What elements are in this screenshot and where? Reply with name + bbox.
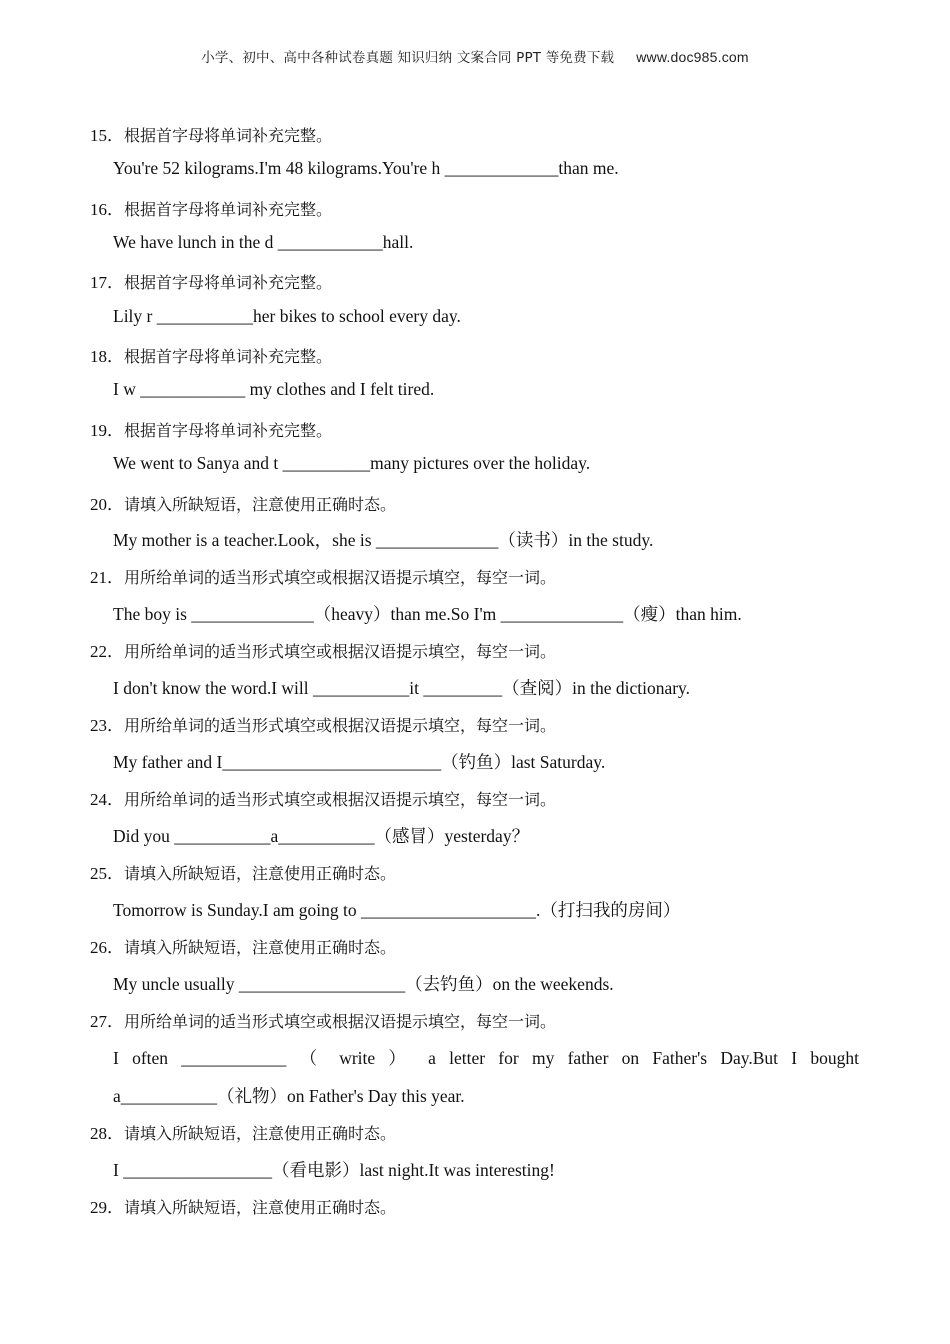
question-number: 20． — [90, 495, 124, 514]
question-21-title — [90, 563, 556, 588]
question-number: 26． — [90, 938, 124, 957]
question-instruction: 用所给单词的适当形式填空或根据汉语提示填空，每空一词。 — [124, 716, 557, 735]
question-number: 19． — [90, 421, 124, 440]
question-16-body: We have lunch in the d ____________hall. — [113, 232, 414, 252]
question-instruction: 请填入所缺短语，注意使用正确时态。 — [124, 864, 397, 883]
question-27-body: I often ____________ （ write ） a letter for my father on Father's Day.But I bought — [113, 1048, 859, 1068]
question-number: 21． — [90, 568, 124, 587]
question-22-title — [90, 637, 556, 662]
question-number: 18． — [90, 347, 124, 366]
question-28-body: I _________________（看电影）last night.It was interesting! — [113, 1160, 555, 1180]
question-15-body: You're 52 kilograms.I'm 48 kilograms.You're h _____________than me. — [113, 158, 619, 178]
question-20-body: My mother is a teacher.Look，she is ______________（读书）in the study. — [113, 530, 654, 550]
question-20-title — [90, 490, 396, 515]
question-25-title — [90, 859, 396, 884]
question-instruction: 用所给单词的适当形式填空或根据汉语提示填空，每空一词。 — [124, 790, 557, 809]
question-19-title — [90, 416, 332, 441]
question-24-title — [90, 785, 556, 810]
question-instruction: 请填入所缺短语，注意使用正确时态。 — [124, 1198, 397, 1217]
question-instruction: 请填入所缺短语，注意使用正确时态。 — [124, 495, 397, 514]
question-26-title — [90, 933, 396, 958]
question-26-body: My uncle usually ___________________（去钓鱼）on the weekends. — [113, 974, 614, 994]
question-number: 25． — [90, 864, 124, 883]
page-header — [0, 46, 950, 66]
question-27-body-line2: a___________（礼物）on Father's Day this year. — [113, 1086, 465, 1106]
question-number: 17． — [90, 273, 124, 292]
question-instruction: 根据首字母将单词补充完整。 — [124, 126, 333, 145]
question-24-body: Did you ___________a___________（感冒）yesterday？ — [113, 826, 530, 846]
question-29-title — [90, 1193, 396, 1218]
question-16-title — [90, 195, 332, 220]
question-instruction: 用所给单词的适当形式填空或根据汉语提示填空，每空一词。 — [124, 642, 557, 661]
question-number: 24． — [90, 790, 124, 809]
question-15-title — [90, 121, 332, 146]
question-number: 28． — [90, 1124, 124, 1143]
question-number: 27． — [90, 1012, 124, 1031]
question-17-body: Lily r ___________her bikes to school every day. — [113, 306, 461, 326]
question-instruction: 用所给单词的适当形式填空或根据汉语提示填空，每空一词。 — [124, 568, 557, 587]
question-instruction: 请填入所缺短语，注意使用正确时态。 — [124, 938, 397, 957]
question-21-body: The boy is ______________（heavy）than me.So I'm ______________（瘦）than him. — [113, 604, 742, 624]
question-23-title — [90, 711, 556, 736]
question-instruction: 根据首字母将单词补充完整。 — [124, 347, 333, 366]
header-url[interactable]: www.doc985.com — [636, 49, 749, 65]
question-number: 23． — [90, 716, 124, 735]
question-instruction: 根据首字母将单词补充完整。 — [124, 421, 333, 440]
question-number: 29． — [90, 1198, 124, 1217]
question-23-body: My father and I_________________________（钓鱼）last Saturday. — [113, 752, 606, 772]
question-instruction: 根据首字母将单词补充完整。 — [124, 200, 333, 219]
question-instruction: 用所给单词的适当形式填空或根据汉语提示填空，每空一词。 — [124, 1012, 557, 1031]
question-25-body: Tomorrow is Sunday.I am going to ____________________.（打扫我的房间） — [113, 900, 681, 920]
question-28-title — [90, 1119, 396, 1144]
question-instruction: 请填入所缺短语，注意使用正确时态。 — [124, 1124, 397, 1143]
question-number: 15． — [90, 126, 124, 145]
question-number: 22． — [90, 642, 124, 661]
question-19-body: We went to Sanya and t __________many pictures over the holiday. — [113, 453, 591, 473]
question-17-title — [90, 268, 332, 293]
question-22-body: I don't know the word.I will ___________it _________（查阅）in the dictionary. — [113, 678, 691, 698]
question-27-title — [90, 1007, 556, 1032]
question-instruction: 根据首字母将单词补充完整。 — [124, 273, 333, 292]
question-18-title — [90, 342, 332, 367]
question-number: 16． — [90, 200, 124, 219]
question-18-body: I w ____________ my clothes and I felt tired. — [113, 379, 435, 399]
header-text: 小学、初中、高中各种试卷真题 知识归纳 文案合同 PPT 等免费下载 — [201, 50, 615, 66]
